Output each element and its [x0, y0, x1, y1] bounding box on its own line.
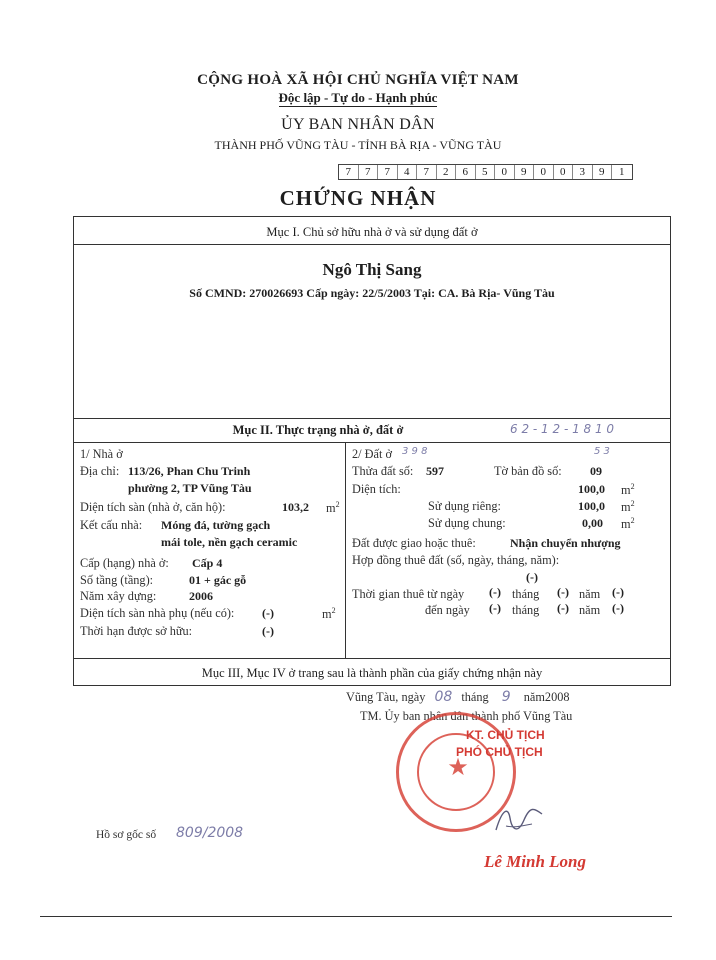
serial-digit: 9 [593, 165, 613, 179]
divider [73, 442, 671, 443]
aux-area-label: Diện tích sàn nhà phụ (nếu có): [80, 606, 235, 620]
year-built-label: Năm xây dựng: [80, 589, 157, 603]
month-value: 9 [501, 689, 511, 705]
day-label: , ngày [395, 690, 426, 704]
ownership-term-value: (-) [262, 624, 274, 638]
year-value: 2008 [544, 690, 570, 704]
map-sheet-value: 09 [590, 464, 602, 478]
file-number-value: 809/2008 [176, 825, 244, 841]
floor-area-value: 103,2 [282, 500, 309, 514]
grade-value: Cấp 4 [192, 556, 223, 570]
issuing-org: TM. Ủy ban nhân dân thành phố Vũng Tàu [360, 709, 573, 723]
structure-label: Kết cấu nhà: [80, 518, 143, 532]
handwritten-land-note: 3 9 8 [402, 446, 428, 457]
shared-use-label: Sử dụng chung: [428, 516, 506, 530]
shared-use-value: 0,00 [582, 516, 603, 530]
land-area-value: 100,0 [578, 482, 605, 496]
city-heading: THÀNH PHỐ VŨNG TÀU - TỈNH BÀ RỊA - VŨNG TÀU [214, 138, 502, 152]
ownership-term-label: Thời hạn được sở hữu: [80, 624, 193, 638]
unit-superscript: 2 [630, 499, 635, 508]
address-line2: phường 2, TP Vũng Tàu [128, 481, 252, 495]
signer-name: Lê Minh Long [484, 852, 587, 871]
serial-digit: 4 [398, 165, 418, 179]
divider [73, 244, 671, 245]
unit-text: m [322, 607, 332, 622]
lease-contract-value: (-) [526, 570, 538, 584]
footer-line [40, 916, 672, 917]
lease-to-month: (-) [557, 601, 569, 615]
shared-use-unit [621, 516, 635, 532]
serial-digit: 9 [515, 165, 535, 179]
lease-from-year: (-) [612, 585, 624, 599]
serial-digit: 5 [476, 165, 496, 179]
land-area-unit [621, 482, 635, 498]
unit-superscript: 2 [630, 482, 635, 491]
serial-number-box [338, 164, 633, 180]
floor-area-unit [326, 500, 340, 516]
serial-digit: 0 [534, 165, 554, 179]
serial-digit: 1 [619, 166, 625, 178]
private-use-value: 100,0 [578, 499, 605, 513]
serial-digit: 7 [359, 165, 379, 179]
signing-place: Vũng Tàu [346, 690, 396, 704]
lease-contract-label: Hợp đồng thuê đất (số, ngày, tháng, năm): [352, 553, 560, 567]
section3-note: Mục III, Mục IV ở trang sau là thành phần của giấy chứng nhận này [201, 666, 543, 680]
motto-heading [0, 90, 716, 106]
unit-text: m [621, 517, 631, 532]
aux-area-value: (-) [262, 606, 274, 620]
section2-heading: Mục II. Thực trạng nhà ở, đất ở [232, 423, 404, 437]
lease-to-label: đến ngày [425, 603, 470, 617]
serial-digit: 7 [378, 165, 398, 179]
column-divider [345, 442, 346, 658]
aux-area-unit [322, 606, 336, 622]
lease-from-month: (-) [557, 585, 569, 599]
year-built-value: 2006 [189, 589, 213, 603]
authority-heading: ỦY BAN NHÂN DÂN [281, 116, 435, 133]
unit-text: m [621, 500, 631, 515]
unit-superscript: 2 [331, 606, 336, 615]
lease-from-year-label: năm [579, 587, 601, 601]
lease-to-year-label: năm [579, 603, 601, 617]
handwritten-note: 6 2 - 1 2 - 1 8 1 0 [510, 422, 615, 436]
owner-id-line: Số CMND: 270026693 Cấp ngày: 22/5/2003 Tại: CA. Bà Rịa- Vũng Tàu [189, 286, 555, 300]
private-use-label: Sử dụng riêng: [428, 499, 501, 513]
land-title: 2/ Đất ở [352, 447, 392, 461]
land-area-label: Diện tích: [352, 482, 401, 496]
allocation-label: Đất được giao hoặc thuê: [352, 536, 476, 550]
floors-value: 01 + gác gỗ [189, 573, 247, 587]
floors-label: Số tầng (tầng): [80, 573, 154, 587]
serial-digit: 0 [495, 165, 515, 179]
lease-to-day: (-) [489, 601, 501, 615]
lease-to-month-label: tháng [512, 603, 540, 617]
unit-text: m [621, 483, 631, 498]
divider [73, 418, 671, 419]
country-heading: CỘNG HOÀ XÃ HỘI CHỦ NGHĨA VIỆT NAM [197, 72, 519, 88]
motto-text: Độc lập - Tự do - Hạnh phúc [278, 90, 438, 105]
parcel-label: Thửa đất số: [352, 464, 414, 478]
section1-heading: Mục I. Chủ sở hữu nhà ở và sử dụng đất ở [266, 225, 478, 239]
map-sheet-label: Tờ bản đồ số: [494, 464, 562, 478]
signatory-position: PHÓ CHỦ TỊCH [456, 745, 543, 759]
file-number-label: Hồ sơ gốc số [96, 829, 157, 841]
month-label: tháng [461, 690, 489, 704]
lease-from-day: (-) [489, 585, 501, 599]
allocation-value: Nhận chuyển nhượng [510, 536, 621, 550]
private-use-unit [621, 499, 635, 515]
handwritten-map-note: 5 3 [594, 446, 610, 457]
divider [73, 658, 671, 659]
address-label: Địa chỉ: [80, 464, 120, 478]
house-title: 1/ Nhà ở [80, 447, 123, 461]
day-value: 08 [434, 689, 453, 705]
structure-line1: Móng đá, tường gạch [161, 518, 271, 532]
unit-superscript: 2 [630, 516, 635, 525]
serial-digit: 7 [339, 165, 359, 179]
parcel-value: 597 [426, 464, 444, 478]
grade-label: Cấp (hạng) nhà ở: [80, 556, 169, 570]
handwritten-signature [488, 800, 548, 840]
owner-name: Ngô Thị Sang [322, 260, 422, 279]
unit-superscript: 2 [335, 500, 340, 509]
serial-digit: 7 [417, 165, 437, 179]
lease-to-year: (-) [612, 601, 624, 615]
serial-digit: 2 [437, 165, 457, 179]
serial-digit: 0 [554, 165, 574, 179]
unit-text: m [326, 501, 336, 516]
year-label: năm [523, 690, 545, 704]
document-title: CHỨNG NHẬN [279, 186, 437, 210]
signing-date-line [346, 689, 570, 705]
signatory-for: KT. CHỦ TỊCH [466, 728, 545, 742]
floor-area-label: Diện tích sàn (nhà ở, căn hộ): [80, 500, 226, 514]
lease-from-month-label: tháng [512, 587, 540, 601]
address-line1: 113/26, Phan Chu Trinh [128, 464, 251, 478]
serial-digit: 3 [573, 165, 593, 179]
structure-line2: mái tole, nền gạch ceramic [161, 535, 298, 549]
serial-digit: 6 [456, 165, 476, 179]
star-icon: ★ [447, 755, 469, 781]
lease-from-label: Thời gian thuê từ ngày [352, 587, 465, 601]
